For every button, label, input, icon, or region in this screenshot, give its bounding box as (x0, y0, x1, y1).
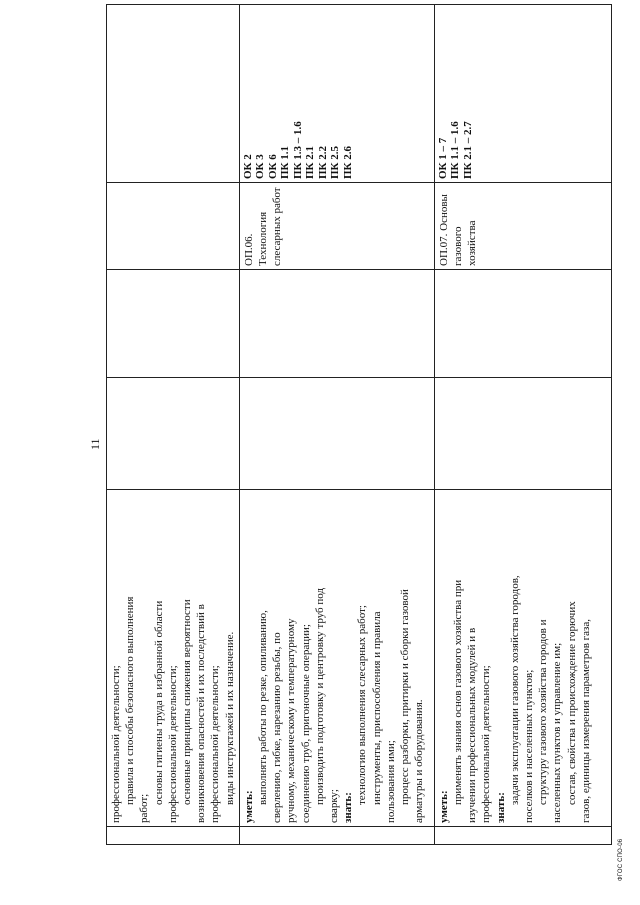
skill-line: профессиональной деятельности; (209, 665, 222, 823)
skill-line: профессиональной деятельности; (110, 665, 122, 823)
competency-list (437, 8, 475, 179)
skill-line: состав, свойства и происхождение горючих (565, 601, 578, 805)
table-row (107, 5, 240, 845)
table-row (434, 5, 611, 845)
skill-line: изучении профессиональных модулей и в (466, 627, 479, 823)
discipline-cell (107, 183, 240, 270)
skills-list (109, 493, 237, 823)
skill-line: газов, единицы измерения параметров газа, (579, 618, 592, 823)
competency-code: ПК 2.6 (341, 145, 354, 179)
skill-line: населенных пунктов и управление им; (551, 642, 564, 823)
hours-class-cell (239, 270, 434, 378)
skill-line: возникновения опасностей и их последствий в (195, 604, 208, 823)
skill-line: уметь: (242, 790, 255, 823)
competency-list (242, 8, 355, 179)
skill-line: ручному, механическому и температурному (285, 618, 298, 823)
skill-line: соединению труб, пригоночные операции; (299, 624, 312, 823)
skill-line: уметь: (437, 790, 450, 823)
hours-class-cell (107, 270, 240, 378)
hours-max-cell (107, 378, 240, 490)
skills-cell (107, 490, 240, 827)
competency-code: ПК 2.5 (329, 145, 342, 179)
skill-line: выполнять работы по резке, опиливанию, (257, 610, 270, 805)
competencies-cell (107, 5, 240, 183)
competency-code: ПК 1.3 – 1.6 (291, 121, 304, 179)
skill-line: основные принципы снижения вероятности (181, 599, 194, 805)
competency-code: ОК 2 (241, 154, 254, 179)
skill-line: пользования ими; (384, 740, 397, 823)
discipline-cell (239, 183, 434, 270)
table-row (239, 5, 434, 845)
competency-code: ОК 6 (266, 154, 279, 179)
index-cell (434, 827, 611, 845)
skill-line: виды инструктажей и их назначение. (223, 631, 236, 805)
skill-line: производить подготовку и центровку труб под (313, 587, 326, 805)
discipline-name: ОП.06. Технология слесарных работ (242, 187, 284, 266)
skill-line: поселков и населенных пунктов; (523, 669, 536, 823)
skill-line: работ; (138, 793, 151, 823)
skill-line: знать: (342, 792, 355, 823)
skill-line: структуру газового хозяйства городов и (537, 619, 550, 805)
discipline-name: ОП.07. Основы газового хозяйства (437, 194, 479, 266)
competencies-cell (239, 5, 434, 183)
skill-line: сверлению, гибке, нарезанию резьбы, по (271, 632, 284, 823)
hours-max-cell (434, 378, 611, 490)
skill-line: правила и способы безопасного выполнения (124, 596, 137, 805)
curriculum-table (106, 4, 612, 845)
skills-cell (239, 490, 434, 827)
page-number: 11 (88, 438, 102, 450)
skills-list (242, 493, 427, 823)
index-cell (239, 827, 434, 845)
skill-line: арматуры и оборудования. (413, 699, 426, 823)
skill-line: профессиональной деятельности; (166, 665, 179, 823)
competency-code: ОК 1 – 7 (436, 137, 449, 179)
skills-list (437, 493, 593, 823)
discipline-cell (434, 183, 611, 270)
competency-code: ПК 2.2 (316, 145, 329, 179)
skill-line: основы гигиены труда в избранной области (152, 600, 165, 805)
footer-label: ФГОС СПО-06 (618, 838, 624, 881)
index-cell (107, 827, 240, 845)
hours-class-cell (434, 270, 611, 378)
skill-line: применять знания основ газового хозяйства при (452, 579, 465, 805)
skill-line: инструменты, приспособления и правила (370, 611, 383, 805)
skill-line: технологию выполнения слесарных работ; (356, 605, 369, 805)
skills-cell (434, 490, 611, 827)
competency-code: ПК 2.1 – 2.7 (461, 121, 474, 179)
competency-code: ПК 1.1 – 1.6 (449, 121, 462, 179)
skill-line: процесс разборки, притирки и сборки газовой (399, 589, 412, 805)
competency-code: ПК 1.1 (279, 145, 292, 179)
skill-line: задачи эксплуатации газового хозяйства городов, (508, 575, 521, 805)
competencies-cell (434, 5, 611, 183)
skill-line: сварку; (328, 789, 341, 823)
skill-line: профессиональной деятельности; (480, 665, 493, 823)
competency-code: ПК 2.1 (304, 145, 317, 179)
hours-max-cell (239, 378, 434, 490)
skill-line: знать: (494, 792, 507, 823)
competency-code: ОК 3 (254, 154, 267, 179)
